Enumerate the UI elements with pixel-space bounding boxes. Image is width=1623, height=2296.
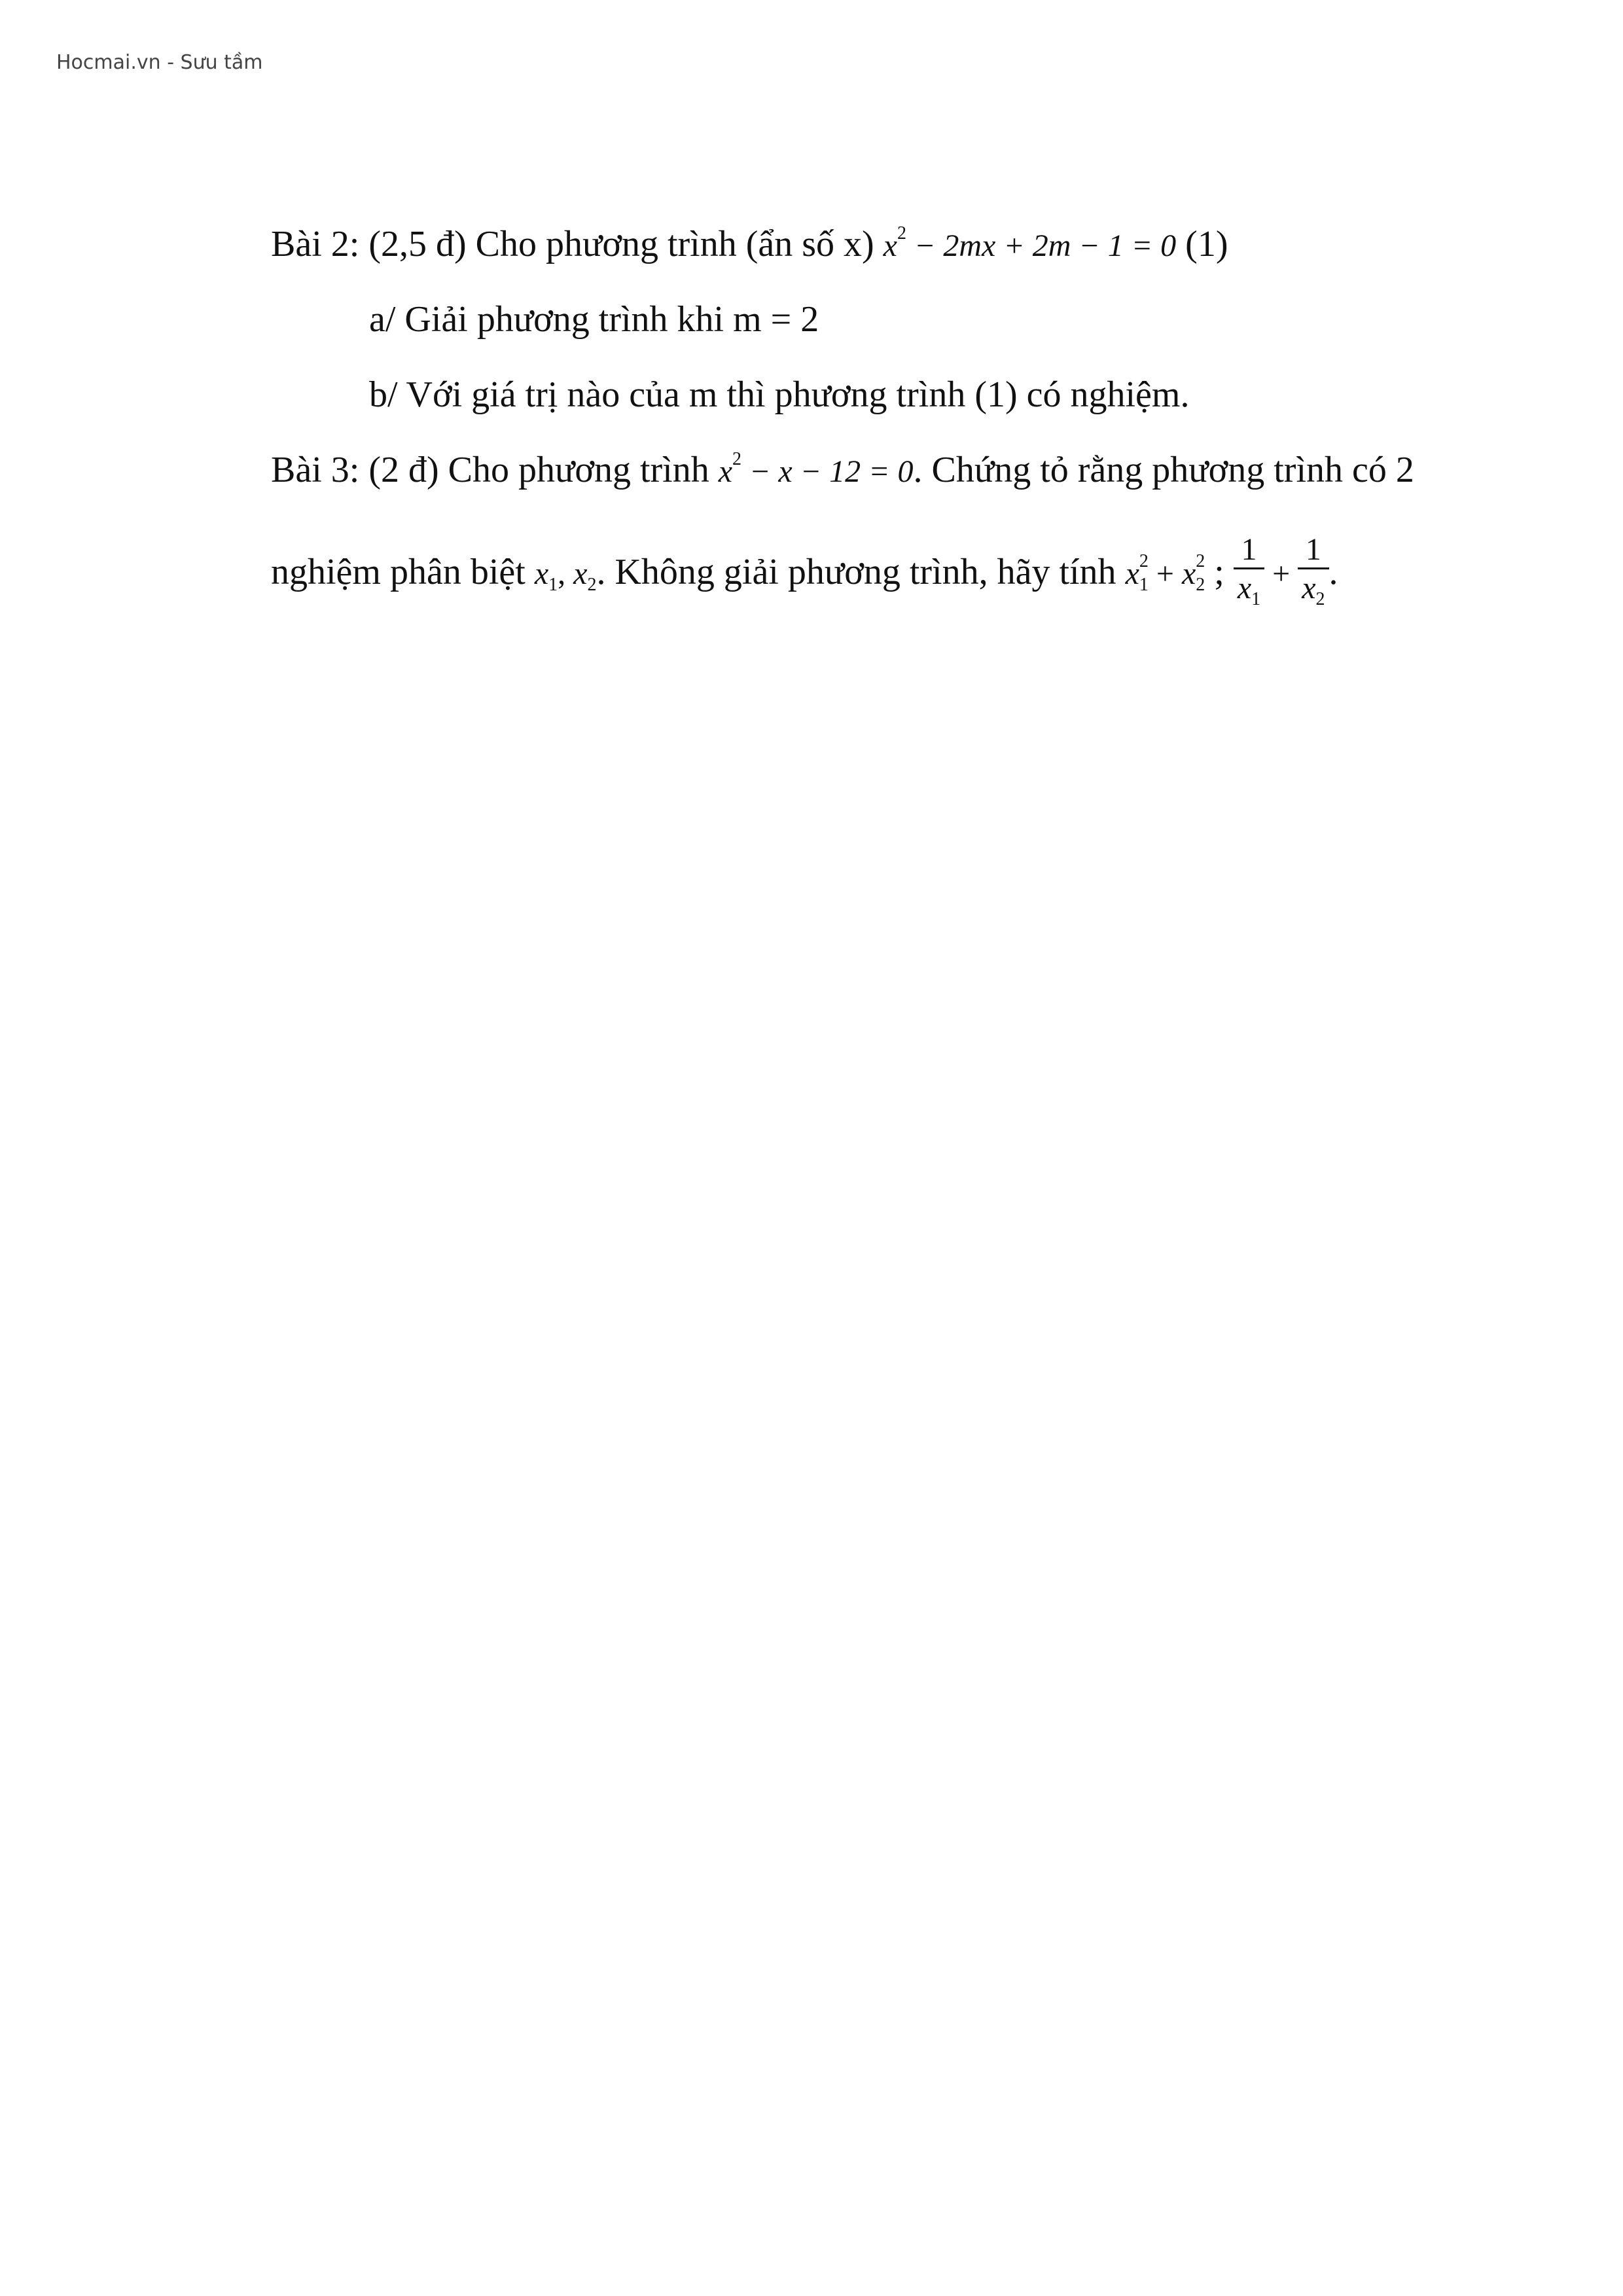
semicolon: ;: [1205, 552, 1234, 593]
eq-var: x: [883, 228, 897, 263]
sub-1: 1: [1251, 588, 1261, 609]
numerator: 1: [1241, 532, 1257, 567]
var-x: x: [1302, 570, 1316, 605]
eq-rest: − x − 12 = 0: [741, 454, 914, 489]
bai2-tag: (1): [1176, 224, 1228, 264]
line2-lead: nghiệm phân biệt: [271, 552, 535, 593]
sub-1: 1: [548, 575, 558, 596]
fraction-1-over-x1: [1234, 533, 1264, 610]
plus: +: [1264, 556, 1298, 592]
eq-exponent: 2: [897, 223, 906, 243]
eq-var: x: [718, 454, 733, 489]
part-a-text: a/ Giải phương trình khi m = 2: [369, 299, 819, 340]
bai2-part-a: [369, 298, 819, 342]
bai2-lead: : (2,5 đ) Cho phương trình (ẩn số x): [349, 224, 883, 264]
bai2-header: [271, 223, 1228, 266]
var-x: x: [1181, 556, 1196, 592]
var-x: x: [1125, 556, 1139, 592]
watermark: Hocmai.vn - Sưu tầm: [56, 51, 263, 74]
denominator: [1298, 567, 1329, 611]
bai2-equation: [883, 223, 1177, 263]
var-x: x: [573, 556, 588, 592]
eq-rest: − 2mx + 2m − 1 = 0: [906, 228, 1177, 263]
fraction-1-over-x2: [1298, 533, 1329, 610]
sub-1: 1: [1139, 575, 1149, 596]
bai2-label: Bài 2: [271, 224, 349, 264]
bai3-equation: [718, 449, 914, 489]
sub-2: 2: [1315, 588, 1325, 609]
comma: ,: [558, 556, 574, 592]
bai3-line2: [271, 532, 1338, 614]
sup-2: 2: [1196, 551, 1205, 572]
sum-of-squares: [1125, 551, 1205, 596]
bai3-lead: : (2 đ) Cho phương trình: [349, 450, 719, 490]
bai3-header: [271, 448, 1414, 492]
bai3-label: Bài 3: [271, 450, 349, 490]
part-b-text: b/ Với giá trị nào của m thì phương trình (1) có nghiệm.: [369, 374, 1190, 415]
sup-2: 2: [1139, 551, 1149, 572]
bai3-after-eq: . Chứng tỏ rằng phương trình có 2: [913, 450, 1414, 490]
plus: +: [1148, 556, 1182, 592]
sub-2: 2: [1196, 575, 1205, 596]
roots-x1-x2: [534, 556, 597, 596]
sub-2: 2: [587, 575, 597, 596]
denominator: [1234, 567, 1264, 611]
eq-exponent: 2: [732, 449, 742, 469]
period: .: [1329, 552, 1338, 593]
var-x: x: [1237, 570, 1252, 605]
line2-mid: . Không giải phương trình, hãy tính: [596, 552, 1126, 593]
var-x: x: [534, 556, 549, 592]
numerator: 1: [1305, 532, 1321, 567]
bai2-part-b: [369, 373, 1189, 417]
